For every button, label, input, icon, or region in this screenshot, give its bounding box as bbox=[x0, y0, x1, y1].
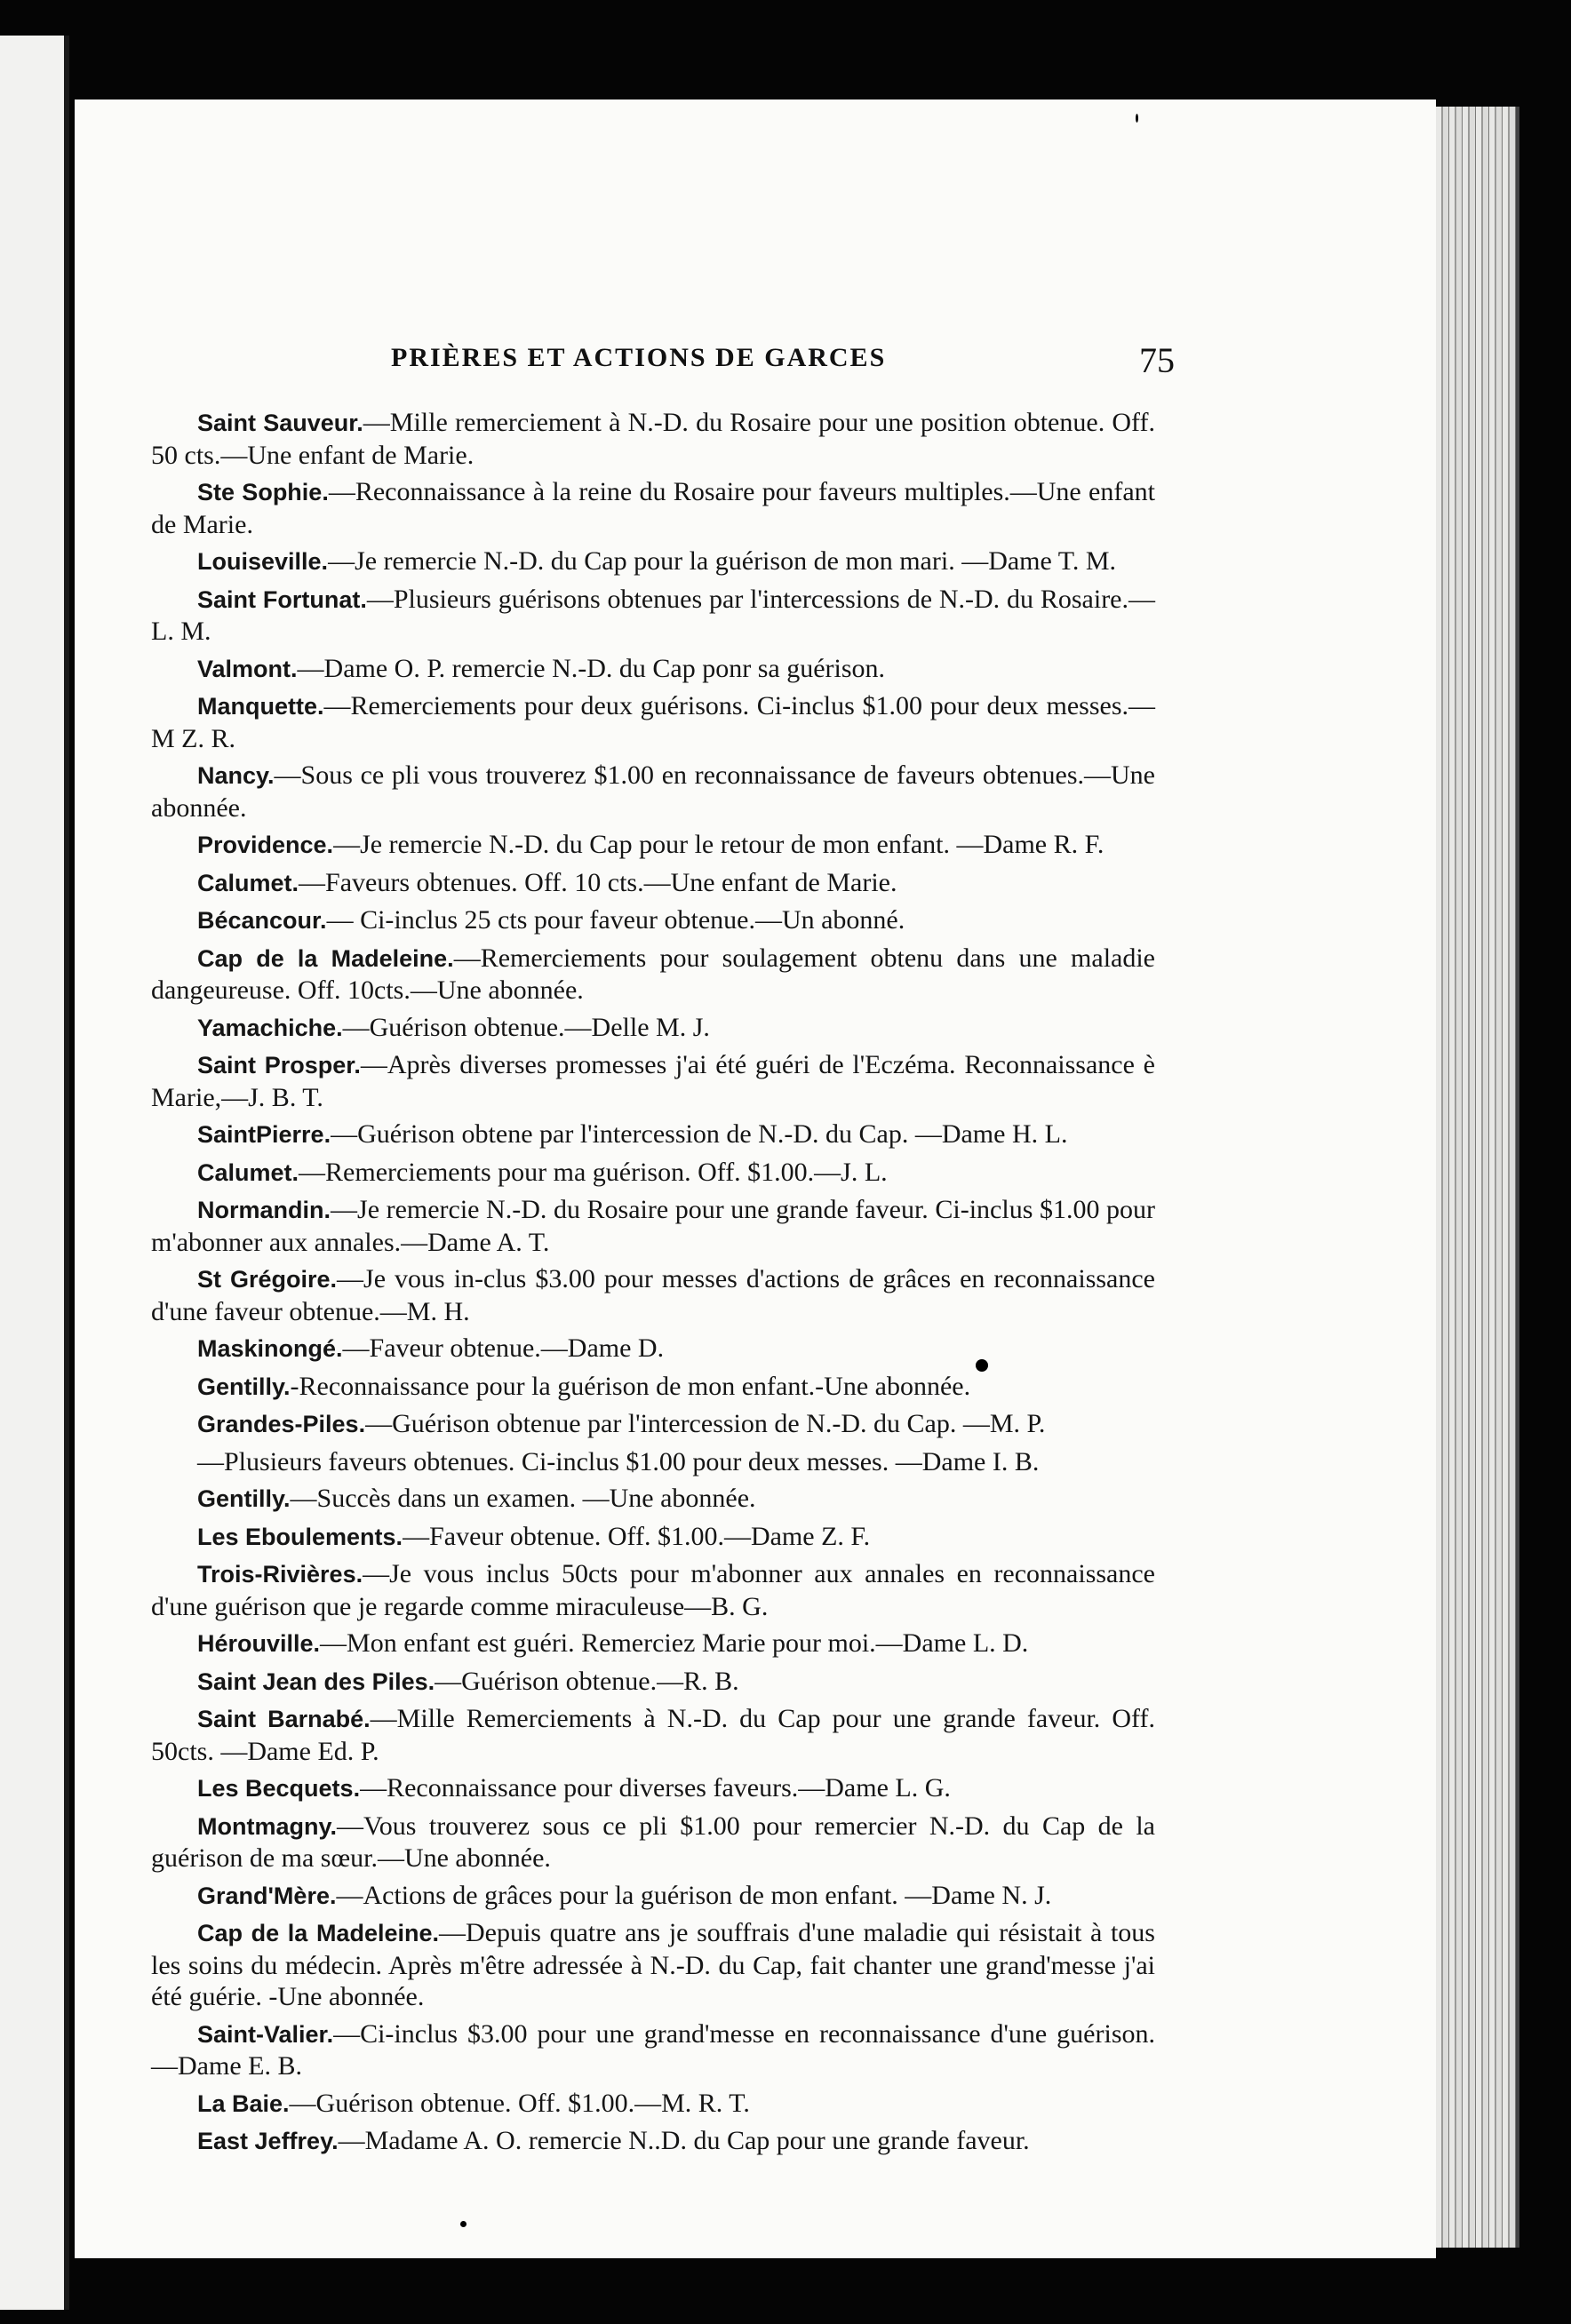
entry-text: —Remerciements pour ma guérison. Off. $1.00.—J. L. bbox=[299, 1157, 888, 1187]
entry bbox=[151, 1483, 1155, 1516]
entry-place: SaintPierre. bbox=[197, 1121, 331, 1148]
entry-text: —Remerciements pour deux guérisons. Ci-inclus $1.00 pour deux messes.—M Z. R. bbox=[151, 691, 1155, 753]
entry bbox=[151, 690, 1155, 754]
entry bbox=[151, 2088, 1155, 2121]
entry-text: —Remerciements pour soulagement obtenu dans une maladie dangeureuse. Off. 10cts.—Une abonnée. bbox=[151, 943, 1155, 1005]
entry-place: Yamachiche. bbox=[197, 1014, 343, 1041]
entry-text: —Succès dans un examen. —Une abonnée. bbox=[290, 1484, 756, 1513]
entry-place: Bécancour. bbox=[197, 907, 327, 934]
entry-text: —Sous ce pli vous trouverez $1.00 en reconnaissance de faveurs obtenues.—Une abonnée. bbox=[151, 760, 1155, 823]
entry-text: — Ci-inclus 25 cts pour faveur obtenue.—Un abonné. bbox=[326, 905, 905, 935]
entry bbox=[151, 1880, 1155, 1913]
entry-text: —Plusieurs guérisons obtenues par l'intercessions de N.-D. du Rosaire.—L. M. bbox=[151, 584, 1155, 646]
entry-place: Ste Sophie. bbox=[197, 479, 329, 505]
entry-text: —Guérison obtenue. Off. $1.00.—M. R. T. bbox=[289, 2088, 750, 2118]
entry-text: —Je vous inclus 50cts pour m'abonner aux annales en reconnaissance d'une guérison que je regarde comme miraculeuse—B. G. bbox=[151, 1559, 1155, 1621]
entry-text: —Après diverses promesses j'ai été guéri de l'Eczéma. Reconnaissance è Marie,—J. B. T. bbox=[151, 1050, 1155, 1112]
running-title: PRIÈRES ET ACTIONS DE GARCES bbox=[391, 343, 887, 372]
entry bbox=[151, 867, 1155, 900]
entry-place: Montmagny. bbox=[197, 1812, 337, 1840]
entry bbox=[151, 1118, 1155, 1151]
entry-place: Maskinongé. bbox=[197, 1335, 343, 1362]
entry-place: Cap de la Madeleine. bbox=[197, 1920, 439, 1946]
entry-text: —Je remercie N.-D. du Rosaire pour une grande faveur. Ci-inclus $1.00 pour m'abonner aux annales.—Dame A. T. bbox=[151, 1195, 1155, 1257]
entry bbox=[151, 1521, 1155, 1554]
entry-text: —Faveur obtenue. Off. $1.00.—Dame Z. F. bbox=[403, 1521, 871, 1551]
entry-text: —Madame A. O. remercie N..D. du Cap pour une grande faveur. bbox=[338, 2126, 1030, 2155]
entry-text: —Je remercie N.-D. du Cap pour le retour de mon enfant. —Dame R. F. bbox=[333, 830, 1104, 859]
facing-page-edge bbox=[0, 36, 69, 2310]
entry bbox=[151, 760, 1155, 824]
entry bbox=[151, 1194, 1155, 1258]
entry-text: —Guérison obtene par l'intercession de N.-D. du Cap. —Dame H. L. bbox=[331, 1119, 1068, 1149]
entry-place: St Grégoire. bbox=[197, 1266, 338, 1293]
entry-place: Nancy. bbox=[197, 762, 275, 789]
entry-text: —Reconnaissance à la reine du Rosaire pour faveurs multiples.—Une enfant de Marie. bbox=[151, 477, 1155, 539]
entry bbox=[151, 904, 1155, 937]
entry-text: -Reconnaissance pour la guérison de mon enfant.-Une abonnée. bbox=[290, 1371, 971, 1401]
entry-text: —Mon enfant est guéri. Remerciez Marie pour moi.—Dame L. D. bbox=[320, 1628, 1029, 1658]
entry-place: Saint Sauveur. bbox=[197, 410, 363, 436]
entry bbox=[151, 1157, 1155, 1190]
entry-place: La Baie. bbox=[197, 2089, 290, 2117]
entry-place: Grandes-Piles. bbox=[197, 1411, 366, 1437]
entry-place: Cap de la Madeleine. bbox=[197, 944, 454, 972]
entries-list bbox=[151, 407, 1155, 2163]
entry-text: —Mille remerciement à N.-D. du Rosaire pour une position obtenue. Off. 50 cts.—Une enfant de Marie. bbox=[151, 408, 1155, 470]
entry-text: —Reconnaissance pour diverses faveurs.—Dame L. G. bbox=[360, 1773, 951, 1803]
entry bbox=[151, 1333, 1155, 1365]
entry bbox=[151, 584, 1155, 648]
entry-place: Grand'Mère. bbox=[197, 1882, 337, 1909]
entry bbox=[151, 1012, 1155, 1045]
entry bbox=[151, 1703, 1155, 1767]
entry-text: —Guérison obtenue.—R. B. bbox=[435, 1666, 739, 1696]
entry-place: Manquette. bbox=[197, 693, 324, 720]
page-number: 75 bbox=[1139, 340, 1175, 380]
entry bbox=[151, 2018, 1155, 2082]
entry-place: Saint Barnabé. bbox=[197, 1706, 371, 1732]
entry-text: —Guérison obtenue.—Delle M. J. bbox=[342, 1012, 710, 1042]
entry bbox=[151, 1917, 1155, 2013]
entry-place: Saint Prosper. bbox=[197, 1052, 361, 1078]
entry bbox=[151, 1811, 1155, 1874]
entry-place: Saint Jean des Piles. bbox=[197, 1667, 435, 1695]
ink-speck bbox=[460, 2221, 467, 2227]
entry-place: Calumet. bbox=[197, 869, 299, 896]
entry-text: —Actions de grâces pour la guérison de mon enfant. —Dame N. J. bbox=[336, 1880, 1052, 1910]
entry-text: —Faveur obtenue.—Dame D. bbox=[342, 1333, 665, 1363]
entry-text: —Guérison obtenue par l'intercession de N.-D. du Cap. —M. P. bbox=[365, 1409, 1046, 1438]
entry bbox=[151, 2125, 1155, 2158]
entry bbox=[151, 545, 1155, 578]
entry bbox=[151, 653, 1155, 686]
entry bbox=[151, 1446, 1155, 1478]
entry-text: —Faveurs obtenues. Off. 10 cts.—Une enfant de Marie. bbox=[299, 867, 897, 897]
entry-text: —Mille Remerciements à N.-D. du Cap pour une grande faveur. Off. 50cts. —Dame Ed. P. bbox=[151, 1704, 1155, 1766]
entry-place: Louiseville. bbox=[197, 548, 329, 575]
entry bbox=[151, 1263, 1155, 1327]
entry-place: Gentilly. bbox=[197, 1373, 291, 1400]
ink-speck bbox=[1136, 114, 1138, 123]
entry-place: Les Eboulements. bbox=[197, 1523, 403, 1550]
entry-place: Valmont. bbox=[197, 655, 298, 682]
entry-place: Calumet. bbox=[197, 1158, 299, 1186]
ink-speck bbox=[976, 1359, 988, 1372]
entry-place: Saint-Valier. bbox=[197, 2020, 334, 2048]
page-header bbox=[391, 340, 1175, 387]
entry bbox=[151, 1772, 1155, 1805]
entry-place: Providence. bbox=[197, 832, 334, 858]
entry-text: —Vous trouverez sous ce pli $1.00 pour remercier N.-D. du Cap de la guérison de ma sœur.—Une abonnée. bbox=[151, 1811, 1155, 1873]
entry bbox=[151, 1558, 1155, 1622]
entry-place: Normandin. bbox=[197, 1197, 331, 1223]
entry bbox=[151, 943, 1155, 1007]
entry bbox=[151, 1628, 1155, 1660]
entry-text: —Je remercie N.-D. du Cap pour la guérison de mon mari. —Dame T. M. bbox=[328, 546, 1117, 576]
entry-text: —Plusieurs faveurs obtenues. Ci-inclus $1.00 pour deux messes. —Dame I. B. bbox=[197, 1446, 1040, 1476]
entry bbox=[151, 829, 1155, 862]
entry bbox=[151, 1049, 1155, 1113]
entry-place: Hérouville. bbox=[197, 1630, 321, 1657]
page-stack-edge bbox=[1436, 107, 1519, 2248]
entry-place: East Jeffrey. bbox=[197, 2128, 339, 2154]
entry bbox=[151, 476, 1155, 540]
entry-text: —Dame O. P. remercie N.-D. du Cap ponr sa guérison. bbox=[297, 653, 886, 683]
entry-place: Saint Fortunat. bbox=[197, 585, 367, 613]
entry bbox=[151, 1408, 1155, 1441]
entry-place: Gentilly. bbox=[197, 1485, 291, 1512]
entry-text: —Depuis quatre ans je souffrais d'une maladie qui résistait à tous les soins du médecin. Après m'être adressée à N.-D. du Cap, fait chanter une grand'messe j'ai été guérie. -Une abonnée. bbox=[151, 1918, 1155, 2011]
entry bbox=[151, 1666, 1155, 1699]
entry-place: Les Becquets. bbox=[197, 1775, 361, 1802]
entry bbox=[151, 407, 1155, 471]
entry-place: Trois-Rivières. bbox=[197, 1561, 363, 1588]
entry-text: —Ci-inclus $3.00 pour une grand'messe en reconnaissance d'une guérison.—Dame E. B. bbox=[151, 2018, 1155, 2081]
entry-text: —Je vous in-clus $3.00 pour messes d'actions de grâces en reconnaissance d'une faveur obtenue.—M. H. bbox=[151, 1264, 1155, 1326]
entry bbox=[151, 1371, 1155, 1404]
